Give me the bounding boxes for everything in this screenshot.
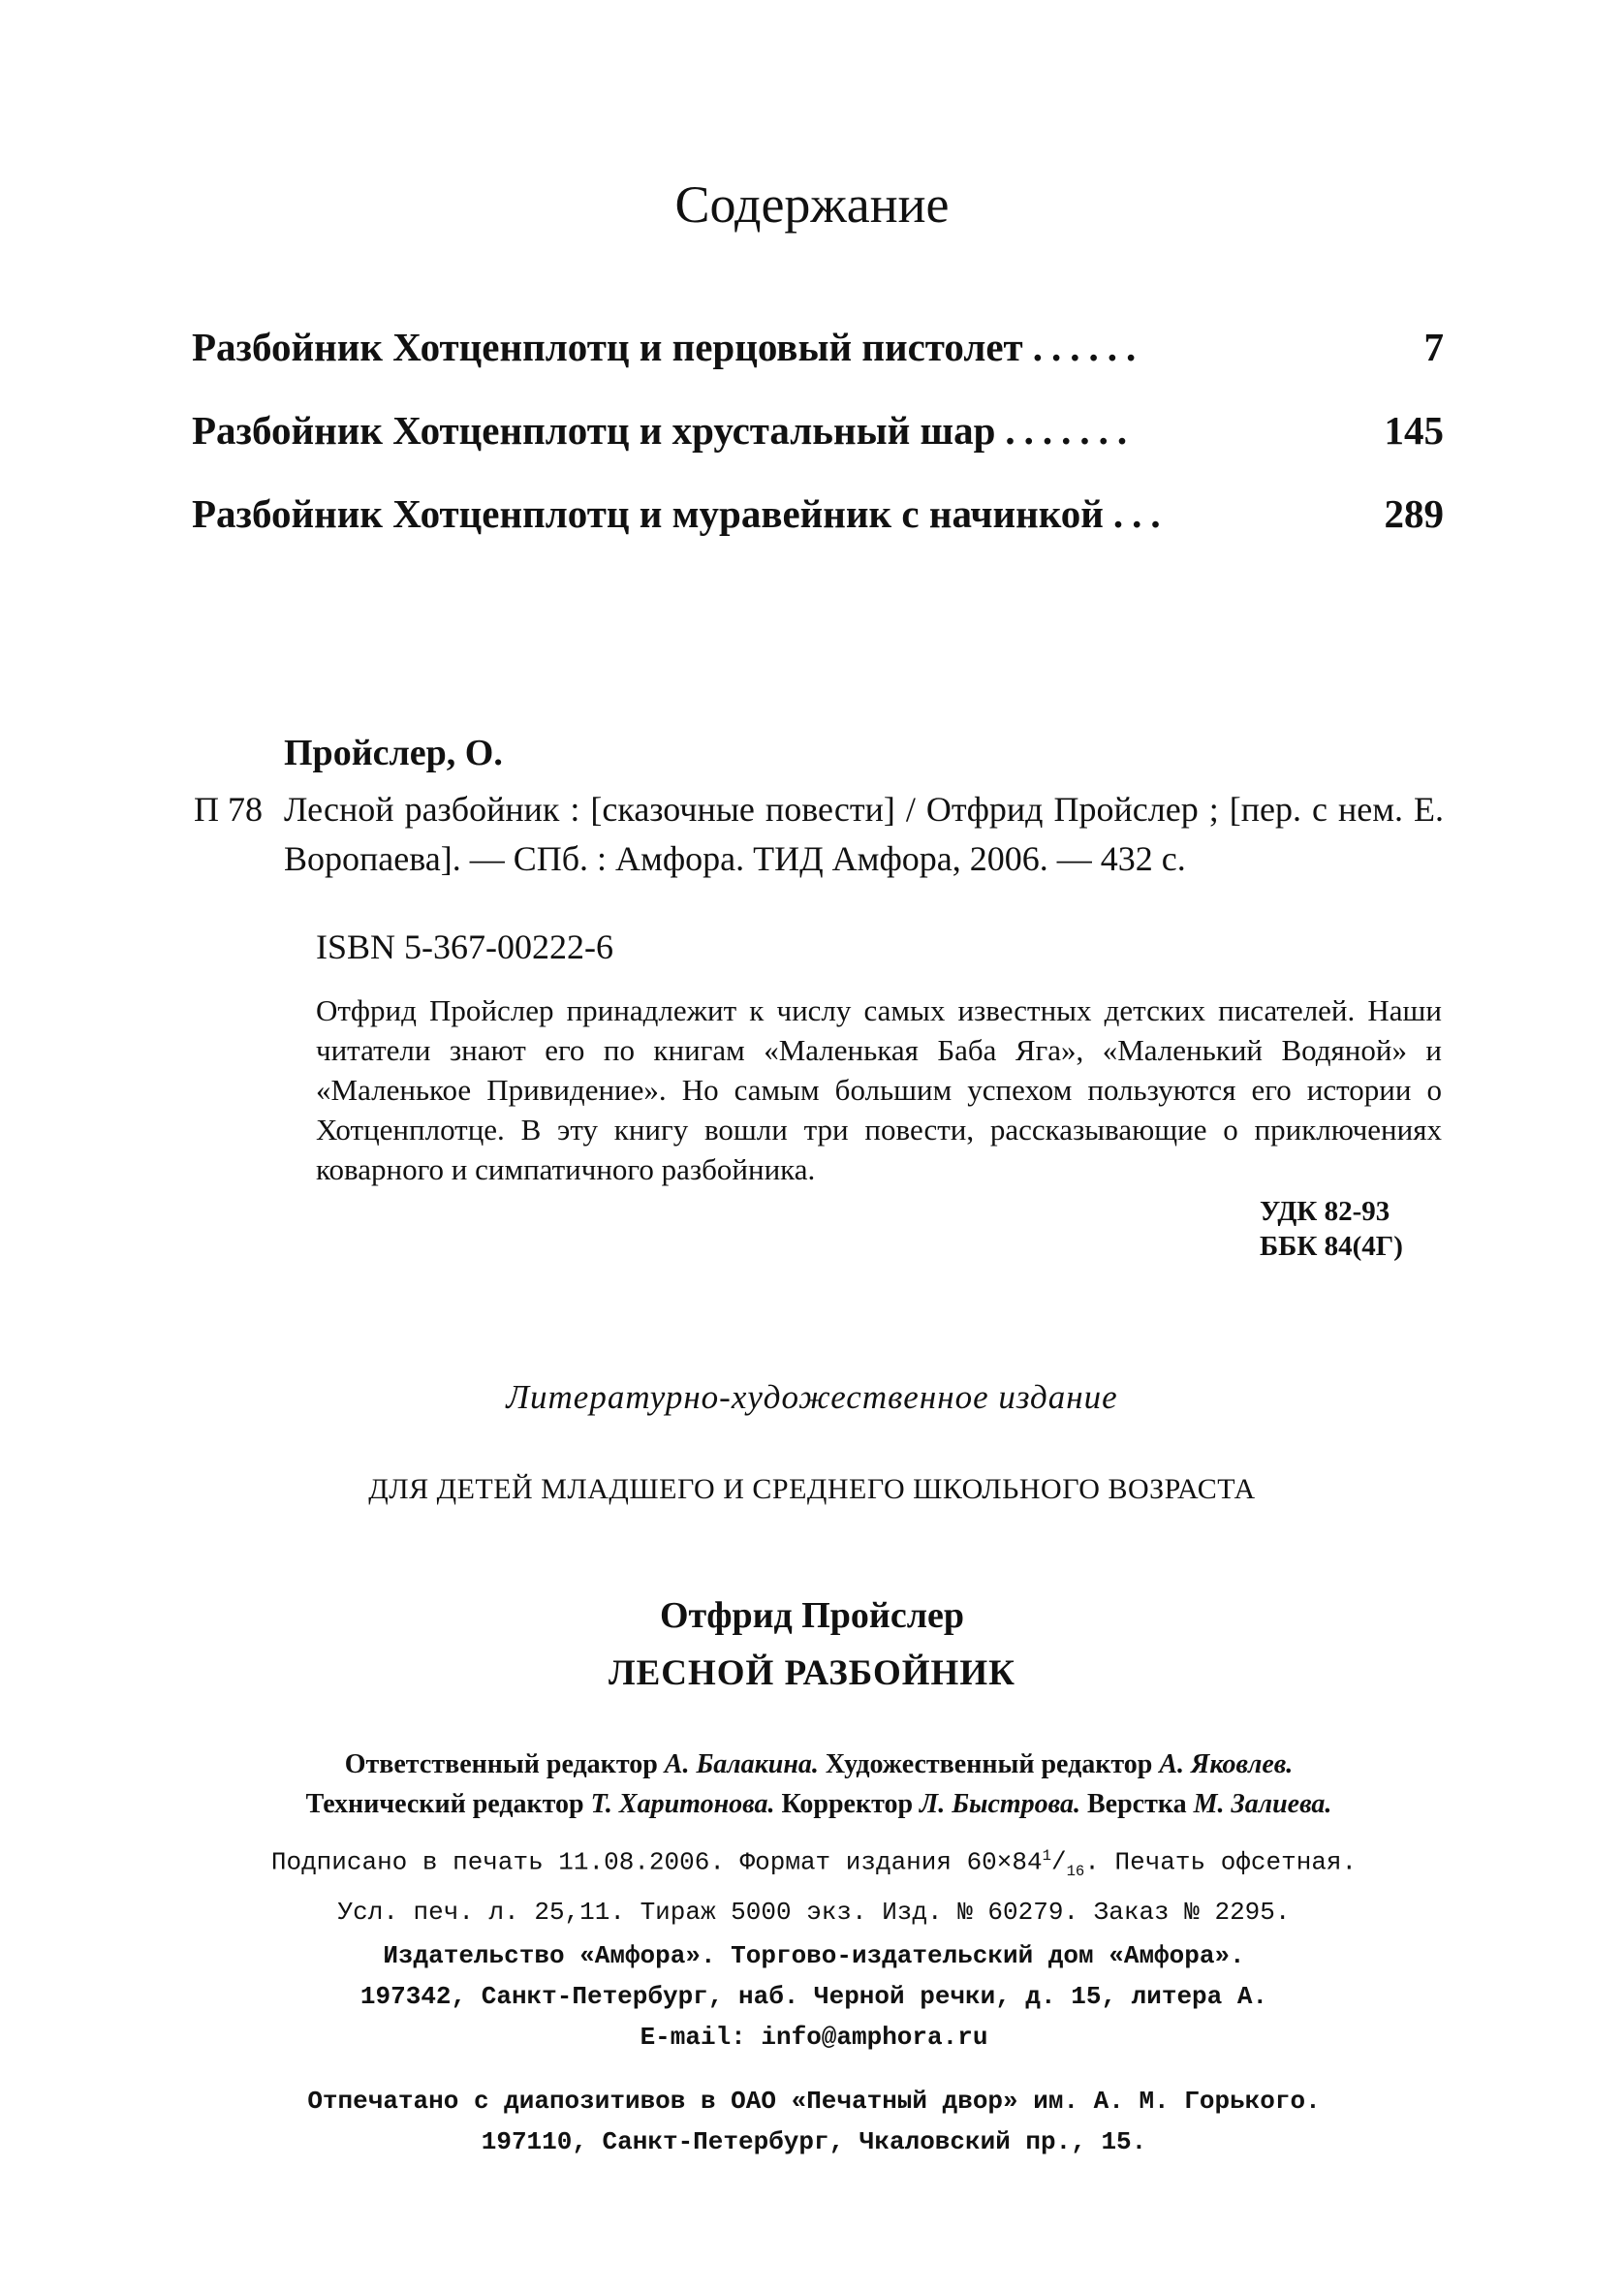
toc-entry [192, 401, 1444, 485]
table-of-contents [192, 318, 1444, 568]
printer-line: Отпечатано с диапозитивов в ОАО «Печатный двор» им. А. М. Горького. [307, 2087, 1321, 2116]
edition-type: Литературно-художественное издание [506, 1378, 1118, 1416]
bibliographic-description: Лесной разбойник : [сказочные повести] / Отфрид Пройслер ; [пер. с нем. Е. Воропаева]. — СПб. : Амфора. ТИД Амфора, 2006. — 432 с. [284, 790, 1444, 878]
book-author: Отфрид Пройслер [659, 1595, 965, 1636]
udk-code: УДК 82-93 [1260, 1196, 1390, 1227]
toc-title: Содержание [674, 175, 950, 234]
print-method-text: . Печать офсетная. [1084, 1847, 1358, 1877]
format-fraction-slash: / [1050, 1847, 1067, 1877]
publisher-line: Издательство «Амфора». Торгово-издательский дом «Амфора». [383, 1941, 1245, 1970]
format-fraction-numerator: 1 [1042, 1847, 1051, 1865]
toc-entry-title: Разбойник Хотценплотц и муравейник с начинкой [192, 491, 1104, 536]
bibliographic-author-heading: Пройслер, О. [284, 733, 503, 773]
book-title: ЛЕСНОЙ РАЗБОЙНИК [609, 1653, 1015, 1693]
credit-name: Т. Харитонова. [590, 1789, 775, 1819]
credits-line [194, 1784, 1444, 1824]
credit-role: Корректор [781, 1789, 914, 1819]
classification-codes [1260, 1194, 1403, 1264]
toc-entry-page: 289 [1384, 491, 1444, 536]
toc-entry-leader: ...... [1032, 325, 1145, 369]
isbn: ISBN 5-367-00222-6 [316, 927, 613, 966]
editorial-credits [194, 1744, 1444, 1824]
credit-name: А. Яковлев. [1159, 1749, 1294, 1779]
print-details-line [174, 1836, 1453, 1892]
credits-line [194, 1744, 1444, 1784]
credit-name: М. Залиева. [1193, 1789, 1332, 1819]
credit-role: Технический редактор [305, 1789, 584, 1819]
print-format-text: Подписано в печать 11.08.2006. Формат издания 60×84 [270, 1847, 1043, 1877]
printer-address: 197110, Санкт-Петербург, Чкаловский пр., 15. [481, 2127, 1147, 2156]
toc-entry [192, 485, 1444, 568]
toc-entry-leader: ....... [1005, 408, 1137, 453]
printer-info [174, 2081, 1453, 2162]
credit-name: Л. Быстрова. [920, 1789, 1080, 1819]
format-fraction-denominator: 16 [1066, 1862, 1085, 1880]
credit-role: Ответственный редактор [344, 1749, 658, 1779]
toc-entry-leader: ... [1112, 491, 1170, 536]
toc-entry [192, 318, 1444, 401]
print-run-line: Усл. печ. л. 25,11. Тираж 5000 экз. Изд. № 60279. Заказ № 2295. [337, 1897, 1291, 1927]
toc-entry-title: Разбойник Хотценплотц и перцовый пистолет [192, 325, 1023, 369]
toc-entry-page: 7 [1423, 325, 1444, 369]
age-group: ДЛЯ ДЕТЕЙ МЛАДШЕГО И СРЕДНЕГО ШКОЛЬНОГО ВОЗРАСТА [368, 1473, 1256, 1505]
publisher-address: 197342, Санкт-Петербург, наб. Черной речки, д. 15, литера А. [359, 1982, 1268, 2011]
publisher-email: E-mail: info@amphora.ru [640, 2023, 988, 2052]
credit-role: Верстка [1087, 1789, 1187, 1819]
author-sign-index: П 78 [194, 790, 263, 829]
print-details [174, 1836, 1453, 1933]
book-annotation: Отфрид Пройслер принадлежит к числу самых известных детских писателей. Наши читатели знают его по книгам «Маленькая Баба Яга», «Маленький Водяной» и «Маленькое Привидение». Но самым большим успехом пользуются его истории о Хотценплотце. В эту книгу вошли три повести, рассказывающие о приключениях коварного и симпатичного разбойника. [316, 993, 1442, 1186]
toc-entry-title: Разбойник Хотценплотц и хрустальный шар [192, 408, 996, 453]
publisher-info [174, 1935, 1453, 2058]
bbk-code: ББК 84(4Г) [1260, 1231, 1403, 1262]
credit-name: А. Балакина. [664, 1749, 819, 1779]
toc-entry-page: 145 [1384, 408, 1444, 453]
credit-role: Художественный редактор [825, 1749, 1153, 1779]
